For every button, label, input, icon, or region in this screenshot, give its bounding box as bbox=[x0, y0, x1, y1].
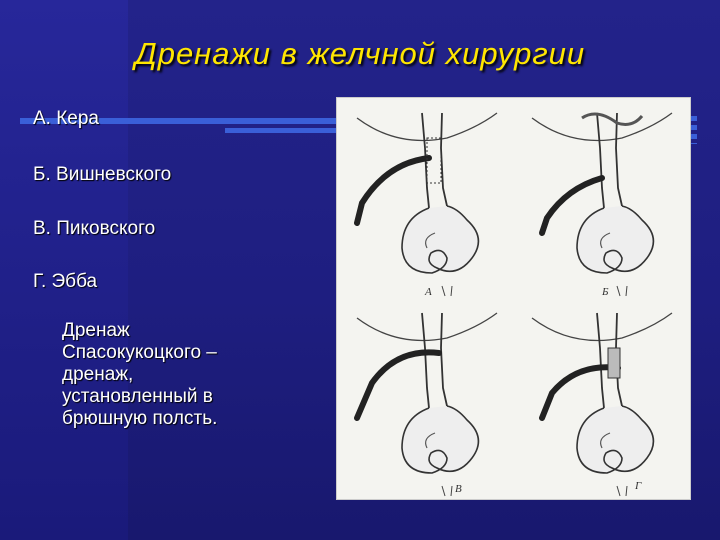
figure-c bbox=[357, 313, 497, 496]
left-band bbox=[0, 0, 128, 540]
list-item-kehr: А. Кера bbox=[33, 108, 99, 129]
list-item-ebba: Г. Эбба bbox=[33, 271, 98, 292]
note-line: дренаж, bbox=[62, 364, 134, 385]
figure-d bbox=[532, 313, 672, 496]
note-line: Спасокукоцкого – bbox=[62, 342, 217, 363]
drainage-drawings bbox=[337, 98, 690, 499]
drainage-illustration bbox=[336, 97, 691, 500]
figure-b bbox=[532, 113, 672, 296]
figure-a bbox=[357, 113, 497, 296]
caption-b: Б bbox=[602, 286, 609, 298]
note-text bbox=[62, 320, 322, 430]
slide-title: Дренажи в желчной хирургии bbox=[134, 36, 586, 71]
caption-d: Г bbox=[635, 480, 642, 492]
decor-line-2 bbox=[225, 128, 336, 133]
caption-c: В bbox=[455, 483, 462, 495]
list-item-pikovsky: В. Пиковского bbox=[33, 218, 156, 239]
note-line: брюшную полсть. bbox=[62, 408, 218, 429]
note-line: Дренаж bbox=[62, 320, 130, 341]
caption-a: А bbox=[425, 286, 432, 298]
list-item-vishnevsky: Б. Вишневского bbox=[33, 164, 172, 185]
note-line: установленный в bbox=[62, 386, 213, 407]
